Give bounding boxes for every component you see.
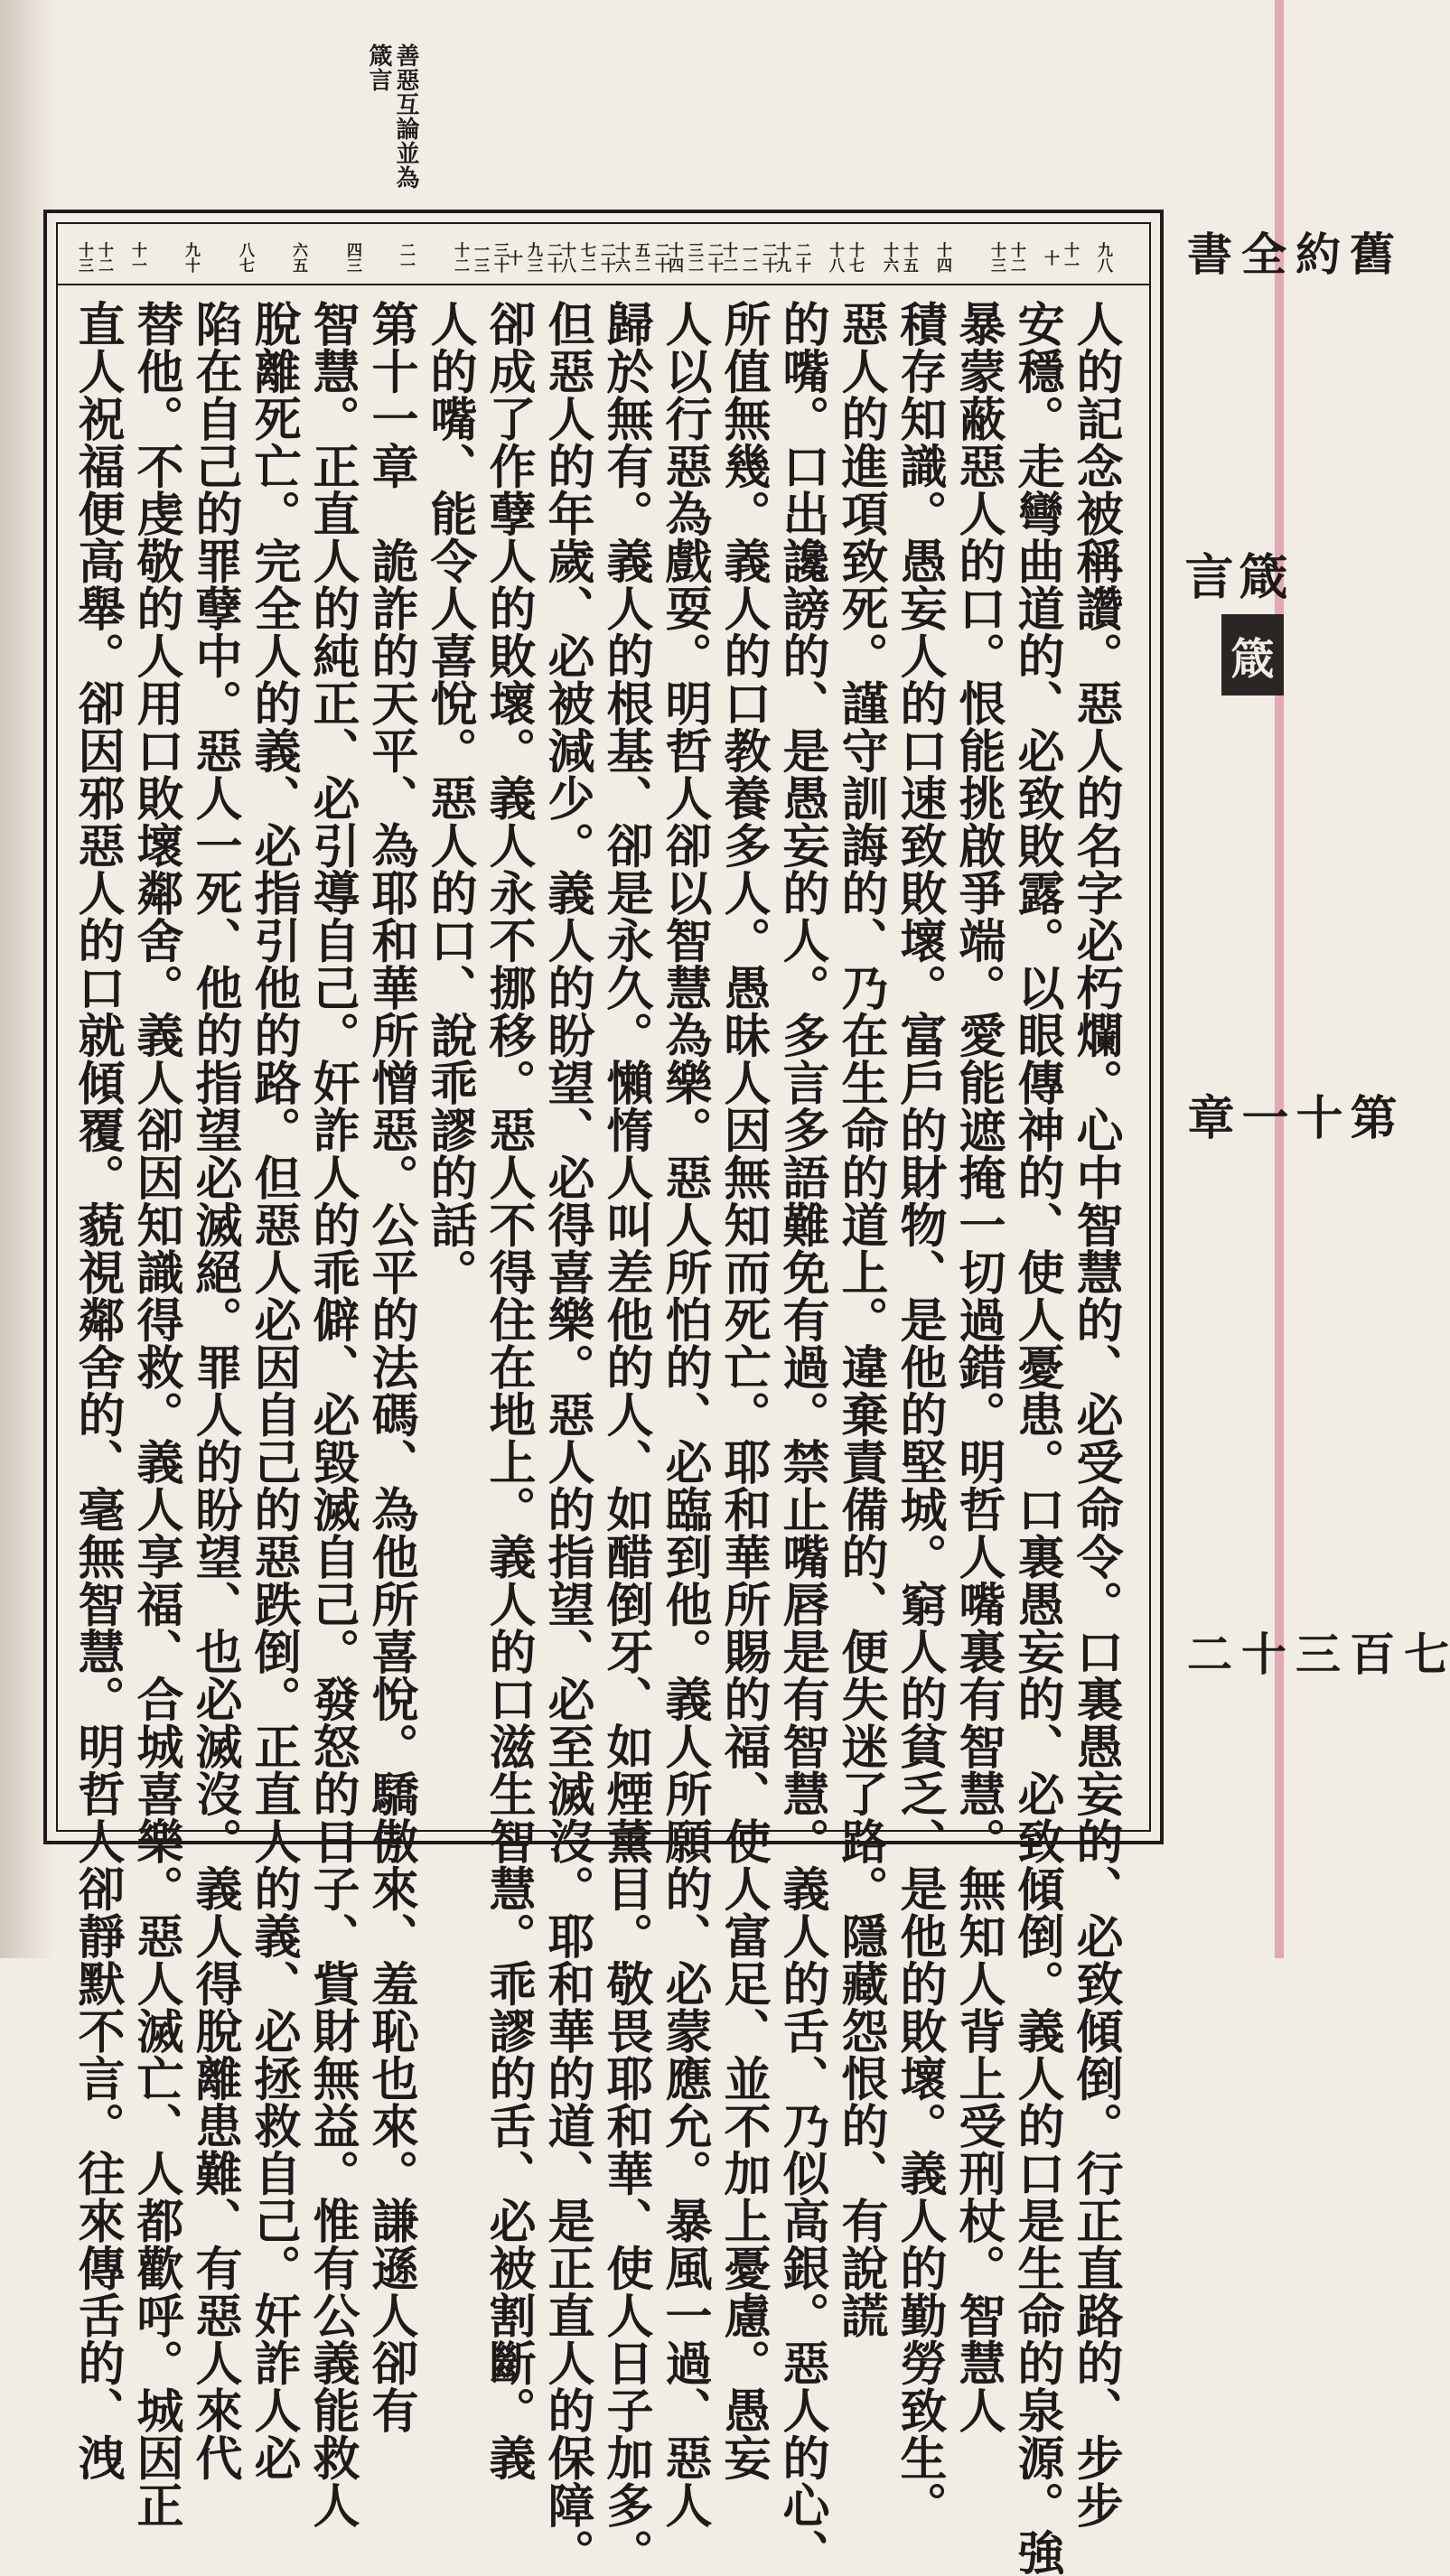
verse-number-group: 二一 (397, 242, 415, 273)
text-column: 所值無幾。義人的口教養多人。愚昧人因無知而死亡。耶和華所賜的福、使人富足、並不加上憂慮。愚妄 (716, 300, 771, 2481)
verse-number-group: 二十五二十六 (612, 242, 669, 273)
text-column: 人的記念被稱讚。惡人的名字必朽爛。心中智慧的、必受命令。口裏愚妄的、必致傾倒。行正直路的、步步 (1068, 300, 1123, 2529)
text-column: 第十一章 詭詐的天平、為耶和華所憎惡。公平的法碼、為他所喜悅。驕傲來、羞恥也來。謙遜人卻有 (363, 300, 418, 2434)
text-column: 惡人的進項致死。謹守訓誨的、乃在生命的道上。違棄責備的、便失迷了路。隱藏怨恨的、有說謊 (833, 300, 888, 2339)
text-column: 替他。不虔敬的人用口敗壞鄰舍。義人卻因知識得救。義人享福、合城喜樂。惡人滅亡、人都歡呼。城因正 (128, 300, 183, 2529)
text-column: 暴蒙蔽惡人的口。恨能挑啟爭端。愛能遮掩一切過錯。明哲人嘴裏有智慧。無知人背上受刑杖。智慧人 (950, 300, 1006, 2434)
verse-number-group: 二十三二十四 (665, 242, 723, 273)
text-column: 卻成了作孽人的敗壞。義人永不挪移。惡人不得住在地上。義人的口滋生智慧。乖謬的舌、必被割斷。義 (481, 300, 536, 2481)
thumb-index-tab[interactable]: 箴 (1221, 614, 1284, 695)
text-column: 安穩。走彎曲道的、必致敗露。以眼傳神的、使人憂患。口裏愚妄的、必致傾倒。義人的口是生命的泉源。強 (1009, 300, 1064, 2576)
text-columns (67, 300, 1140, 2576)
verse-number-group: 九八 (1094, 242, 1112, 273)
verse-number-group: 十二十三 (987, 242, 1025, 273)
verse-number-group: 四三 (343, 242, 361, 273)
chapter-label: 第十一章 (1179, 1093, 1397, 1143)
verse-number-group: 六五 (289, 242, 307, 273)
verse-number-group: 九十 (182, 242, 200, 273)
verse-number-group: 三十一三十二 (451, 242, 509, 273)
verse-number-group: 二十一二十二 (719, 242, 777, 273)
verse-number-group: 十二十三 (75, 242, 113, 273)
book-name: 箴言 (1177, 551, 1289, 603)
verse-number-group: 二十九三十 (504, 242, 562, 273)
text-column: 的嘴。口出讒謗的、是愚妄的人。多言多語難免有過。禁止嘴唇是有智慧。義人的舌、乃似高銀。惡人的心、 (774, 300, 829, 2576)
text-column: 脫離死亡。完全人的義、必指引他的路。但惡人必因自己的惡跌倒。正直人的義、必拯救自己。奸詐人必 (246, 300, 301, 2481)
text-frame (43, 210, 1164, 2576)
verse-number-group: 十七十八 (826, 242, 864, 273)
text-column: 陷在自己的罪孽中。惡人一死、他的指望必滅絕。罪人的盼望、也必滅沒。義人得脫離患難、有惡人來代 (187, 300, 242, 2481)
verse-number-strip (58, 231, 1149, 285)
headnote: 善惡互論並為箴言 (365, 43, 419, 190)
verse-number-group: 十四 (933, 242, 951, 273)
text-column: 智慧。正直人的純正、必引導自己。奸詐人的乖僻、必毀滅自己。發怒的日子、貲財無益。惟有公義能救人 (304, 300, 360, 2529)
text-column: 人的嘴、能令人喜悅。惡人的口、說乖謬的話。 (422, 300, 477, 1296)
page-number: 七百三十二 (1180, 1630, 1450, 1677)
verse-number-group: 二十七二十八 (557, 242, 615, 273)
text-column: 積存知識。愚妄人的口速致敗壞。富戶的財物、是他的堅城。窮人的貧乏、是他的敗壞。義人的勤勞致生。 (892, 300, 947, 2529)
book-collection-title: 舊約全書 (1180, 230, 1396, 279)
verse-number-group: 八七 (236, 242, 254, 273)
text-column: 歸於無有。義人的根基、卻是永久。懶惰人叫差他的人、如醋倒牙、如煙薰目。敬畏耶和華、使人日子加多。 (598, 300, 653, 2576)
verse-number-group: 十五十六 (880, 242, 918, 273)
verse-number-group: 二十十九 (772, 242, 810, 273)
verse-number-group: 十一十 (1041, 242, 1079, 273)
text-column: 但惡人的年歲、必被減少。義人的盼望、必得喜樂。惡人的指望、必至滅沒。耶和華的道、是正直人的保障。 (539, 300, 594, 2576)
verse-number-group: 十一 (128, 242, 146, 273)
text-column: 人以行惡為戲耍。明哲人卻以智慧為樂。惡人所怕的、必臨到他。義人所願的、必蒙應允。暴風一過、惡人 (657, 300, 712, 2529)
text-column: 直人祝福便高舉。卻因邪惡人的口就傾覆。藐視鄰舍的、毫無智慧。明哲人卻靜默不言。往來傳舌的、洩 (70, 300, 125, 2481)
